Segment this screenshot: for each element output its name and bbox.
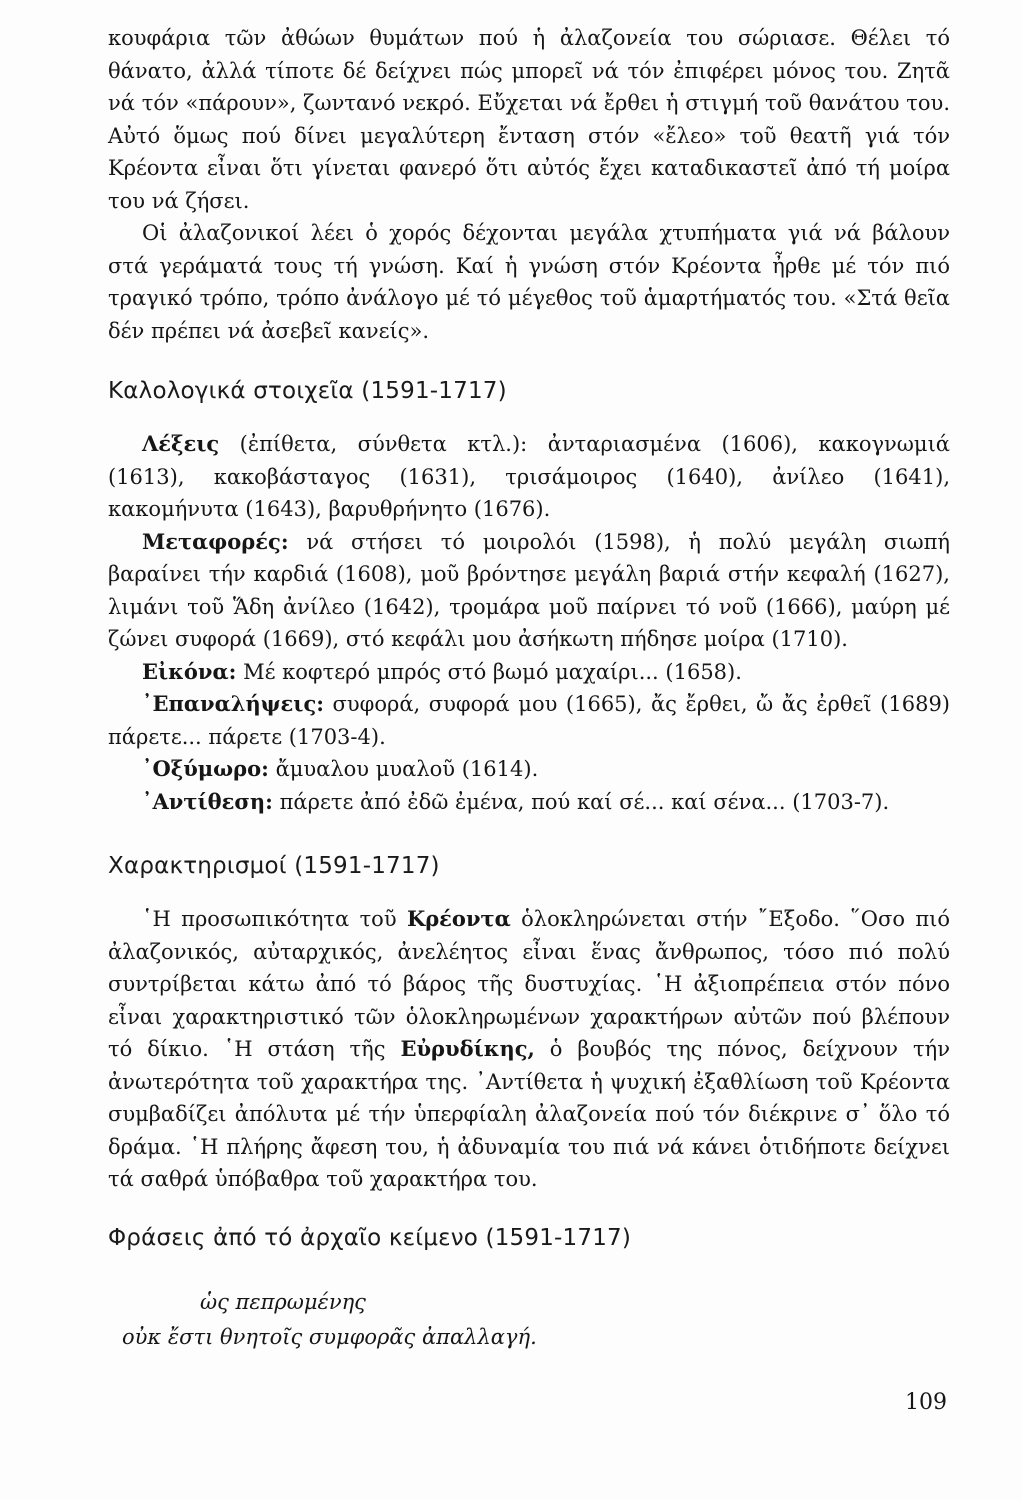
intro-text [108, 22, 950, 347]
char-evrydikis: Εὐρυδίκης, [400, 1036, 535, 1061]
charaktirismoi-paragraph [108, 903, 950, 1196]
page-number: 109 [905, 1390, 947, 1415]
label-lexeis: Λέξεις [142, 431, 220, 456]
section-heading-charaktirismoi: Χαρακτηρισμοί (1591-1717) [108, 853, 440, 879]
label-antithesi: ᾿Αντίθεση: [142, 788, 273, 814]
section-heading-kalologika: Καλολογικά στοιχεῖα (1591-1717) [108, 378, 507, 404]
char-text-2: ὁλοκληρώνεται στήν ῎Εξοδο. ῞Οσο πιό ἀλαζονικός, αὐταρχικός, ἀνελέητος εἶναι ἕνας ἄνθρωπος, τόσο πιό πολύ συντρίβεται κάτω ἀπό τό βάρος τῆς δυστυχίας. ῾Η ἀξιοπρέπεια στόν πόνο εἶναι χαρακτηριστικό τῶν ὁλοκληρωμένων χαρακτήρων αὐτῶν πού βλέπουν τό δίκιο. ῾Η στάση τῆς [108, 907, 951, 1061]
intro-paragraph-1: κουφάρια τῶν ἀθώων θυμάτων πού ἡ ἀλαζονεία του σώριασε. Θέλει τό θάνατο, ἀλλά τίποτε δέ δείχνει πώς μπορεῖ νά τόν ἐπιφέρει μόνος του. Ζητᾶ νά τόν «πάρουν», ζωντανό νεκρό. Εὔχεται νά ἔρθει ἡ στιγμή τοῦ θανάτου του. Αὐτό ὅμως πού δίνει μεγαλύτερη ἔνταση στόν «ἔλεο» τοῦ θεατῆ γιά τόν Κρέοντα εἶναι ὅτι γίνεται φανερό ὅτι αὐτός ἔχει καταδικαστεῖ ἀπό τή μοίρα του νά ζήσει. [108, 26, 950, 213]
text-eikona: Μέ κοφτερό μπρός στό βωμό μαχαίρι... (1658). [236, 659, 742, 684]
label-oxymoro: ᾿Οξύμωρο: [142, 756, 269, 781]
label-epanalipseis: ᾿Επαναλήψεις: [142, 691, 324, 716]
char-text-3: ὁ βουβός της πόνος, δείχνουν τήν ἀνωτερότητα τοῦ χαρακτήρα της. ᾿Αντίθετα ἡ ψυχική ἐξαθλίωση τοῦ Κρέοντα συμβαδίζει ἀπόλυτα μέ τήν ὑπερφίαλη ἀλαζονεία πού τόν διέκρινε σ᾿ ὅλο τό δράμα. ῾Η πλήρης ἄφεση του, ἡ ἀδυναμία του πιά νά κάνει ὁτιδήποτε δείχνει τά σαθρά ὑπόβαθρα τοῦ χαρακτήρα του. [108, 1037, 950, 1191]
item-antithesi [108, 786, 950, 819]
charaktirismoi-text [108, 903, 950, 1196]
text-metafores: νά στήσει τό μοιρολόι (1598), ἡ πολύ μεγάλη σιωπή βαραίνει τήν καρδιά (1608), μοῦ βρόντησε μεγάλη βαριά στήν κεφαλή (1627), λιμάνι τοῦ Ἅδη ἀνίλεο (1642), τρομάρα μοῦ παίρνει τό νοῦ (1666), μαύρη μέ ζώνει συφορά (1669), στό κεφάλι μου ἀσήκωτη πήδησε μοίρα (1710). [108, 529, 950, 651]
char-kreonta: Κρέοντα [406, 906, 511, 931]
item-oxymoro [108, 753, 950, 786]
quote-line-2: οὐκ ἔστι θνητοῖς συμφορᾶς ἀπαλλαγή. [122, 1325, 537, 1349]
text-oxymoro: ἄμυαλου μυαλοῦ (1614). [268, 757, 539, 781]
text-lexeis: (ἐπίθετα, σύνθετα κτλ.): ἀνταριασμένα (1606), κακογνωμιά (1613), κακοβάσταγος (1631), τρισάμοιρος (1640), ἀνίλεο (1641), κακομήνυτα (1643), βαρυθρήνητο (1676). [108, 432, 950, 521]
ancient-quote [0, 1285, 1022, 1355]
char-text-1: ῾Η προσωπικότητα τοῦ [142, 907, 407, 931]
item-metafores [108, 526, 950, 656]
intro-paragraph-2: Οἱ ἀλαζονικοί λέει ὁ χορός δέχονται μεγάλα χτυπήματα γιά νά βάλουν στά γεράματά τους τή γνώση. Καί ἡ γνώση στόν Κρέοντα ἦρθε μέ τόν πιό τραγικό τρόπο, τρόπο ἀνάλογο μέ τό μέγεθος τοῦ ἁμαρτήματός του. «Στά θεῖα δέν πρέπει νά ἀσεβεῖ κανείς». [108, 221, 950, 343]
item-lexeis [108, 428, 950, 526]
item-epanalipseis [108, 688, 950, 753]
text-epanalipseis: συφορά, συφορά μου (1665), ἄς ἔρθει, ὤ ἄς ἐρθεῖ (1689) πάρετε... πάρετε (1703-4). [108, 692, 950, 749]
kalologika-list [108, 428, 950, 818]
text-antithesi: πάρετε ἀπό ἐδῶ ἐμένα, πού καί σέ... καί σένα... (1703-7). [272, 789, 890, 814]
quote-line-1: ὡς πεπρωμένης [200, 1290, 366, 1314]
section-heading-fraseis: Φράσεις ἀπό τό ἀρχαῖο κείμενο (1591-1717) [108, 1225, 632, 1251]
label-metafores: Μεταφορές: [142, 528, 289, 554]
item-eikona [108, 656, 950, 689]
label-eikona: Εἰκόνα: [142, 658, 237, 684]
